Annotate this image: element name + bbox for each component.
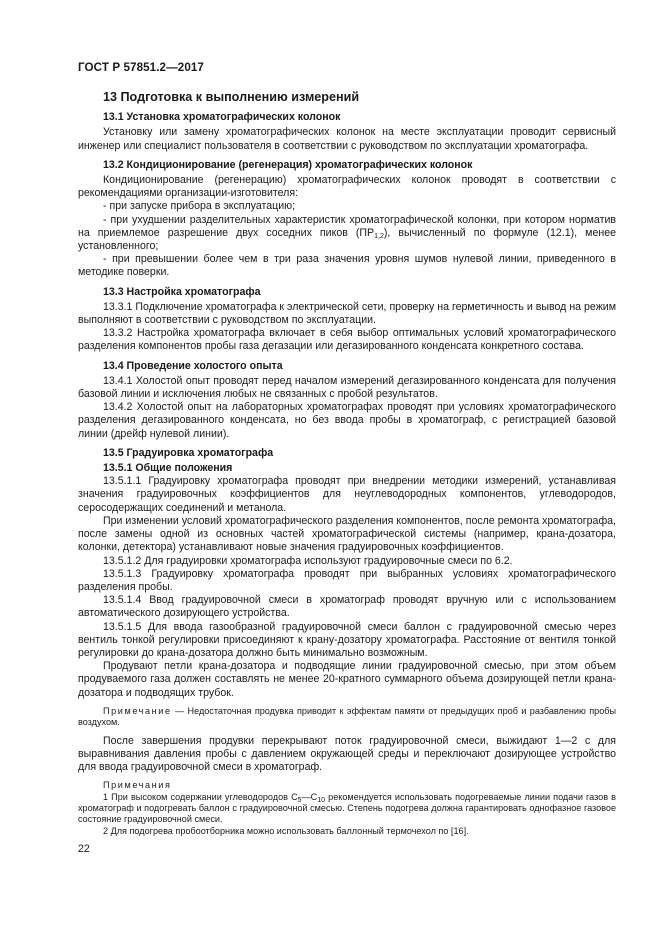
- section-13-heading: 13 Подготовка к выполнению измерений: [103, 90, 360, 104]
- notes-heading: Примечания: [103, 780, 172, 791]
- paragraph: 13.5.1.4 Ввод градуировочной смеси в хроматограф проводят вручную или с использованием автоматического дозирующего устройства.: [78, 594, 616, 620]
- list-item: - при превышении более чем в три раза значения уровня шумов нулевой линии, приведенного в методике поверки.: [78, 253, 616, 279]
- note-lead: Примечание: [103, 705, 172, 716]
- paragraph: 13.5.1.3 Градуировку хроматографа проводят при выбранных условиях хроматографического разделения пробы.: [78, 567, 616, 593]
- paragraph: 13.4.1 Холостой опыт проводят перед началом измерений дегазированного конденсата для получения базовой линии и исключения любых не связанных с пробой результатов.: [78, 374, 616, 401]
- note-text: —С: [301, 791, 318, 802]
- paragraph: 13.5.1.5 Для ввода газообразной градуировочной смеси баллон с градуировочной смесью через вентиль тонкой регулировки присоединяют к крану-дозатору хроматографа. Расстояние от вентиля тонкой регулировки до крана-дозатора должно быть минимально возможным.: [78, 620, 616, 659]
- subscript: 5: [297, 796, 302, 804]
- paragraph: Продувают петли крана-дозатора и подводящие линии градуировочной смесью, при этом объем продуваемого газа должен составлять не менее 20-кратного суммарного объема дозирующей петли крана-дозатора и подводящих трубок.: [78, 660, 616, 699]
- note-item: [78, 792, 616, 826]
- document-body: [78, 91, 616, 837]
- paragraph: Установку или замену хроматографических колонок на месте эксплуатации проводит сервисный инженер или специалист пользователя в соответствии с руководством по эксплуатации хроматографа.: [78, 126, 616, 152]
- paragraph: 13.5.1.2 Для градуировки хроматографа используют градуировочные смеси по 6.2.: [103, 554, 513, 567]
- paragraph: 13.5.1.1 Градуировку хроматографа проводят при внедрении методики измерений, устанавливая значения градуировочных коэффициентов для неуглеводородных компонентов, углеводородов, серосодержащих соединений и метанола.: [78, 475, 616, 514]
- list-text: - при ухудшении разделительных характеристик хроматографической колонки, при котором норматив на приемлемое разрешение двух соседних пиков (ПР: [78, 213, 616, 239]
- list-item: [78, 214, 616, 254]
- list-text: ), вычисленный по формуле (12.1), менее установленного;: [78, 226, 616, 253]
- list-item: - при запуске прибора в эксплуатацию;: [103, 200, 296, 213]
- paragraph: После завершения продувки перекрывают поток градуировочной смеси, выжидают 1—2 с для выравнивания давления пробы с давлением окружающей среды и переключают дозирующее устройство для ввода градуировочной смеси в хроматограф.: [78, 734, 616, 773]
- paragraph: При изменении условий хроматографического разделения компонентов, после ремонта хроматографа, после замены одной из основных частей хроматографической системы (например, крана-дозатора, колонки, детектора) устанавливают новые значения градуировочных коэффициентов.: [78, 514, 616, 554]
- paragraph: 13.3.2 Настройка хроматографа включает в себя выбор оптимальных условий хроматографического разделения компонентов пробы газа дегазации или дегазированного конденсата конкретного состава.: [78, 327, 616, 353]
- section-13-4-heading: 13.4 Проведение холостого опыта: [103, 359, 283, 372]
- subscript: 10: [317, 796, 326, 804]
- subscript: 1,2: [374, 232, 384, 240]
- note: [78, 706, 616, 729]
- page-number: 22: [78, 843, 90, 855]
- document-header: ГОСТ Р 57851.2—2017: [78, 61, 204, 74]
- paragraph: Кондиционирование (регенерацию) хроматографических колонок проводят в соответствии с рекомендациями организации-изготовителя:: [78, 174, 616, 200]
- section-13-1-heading: 13.1 Установка хроматографических колонок: [103, 111, 341, 124]
- section-13-3-heading: 13.3 Настройка хроматографа: [103, 285, 261, 298]
- note-item: 2 Для подогрева пробоотборника можно использовать баллонный термочехол по [16].: [103, 825, 469, 836]
- paragraph: 13.3.1 Подключение хроматографа к электрической сети, проверку на герметичность и вывод на режим выполняют в соответствии с руководством по эксплуатации.: [78, 300, 616, 327]
- paragraph: 13.4.2 Холостой опыт на лабораторных хроматографах проводят при условиях хроматографического разделения дегазированного конденсата, но без ввода пробы в хроматограф, с регистрацией базовой линии (дрейф нулевой линии).: [78, 401, 616, 440]
- section-13-5-heading: 13.5 Градуировка хроматографа: [103, 446, 274, 459]
- note-text: — Недостаточная продувка приводит к эффектам памяти от предыдущих проб и разбавлению пробы воздухом.: [78, 705, 616, 728]
- section-13-5-1-heading: 13.5.1 Общие положения: [103, 462, 233, 475]
- section-13-2-heading: 13.2 Кондиционирование (регенерация) хроматографических колонок: [103, 158, 473, 171]
- note-text: 1 При высоком содержании углеводородов С: [103, 791, 298, 802]
- note-text: рекомендуется использовать подогреваемые линии подачи газов в хроматограф и подогревать баллон с градуировочной смесью. Степень подогрева должна гарантировать однофазное газовое состояние градуировочной смеси.: [78, 791, 616, 825]
